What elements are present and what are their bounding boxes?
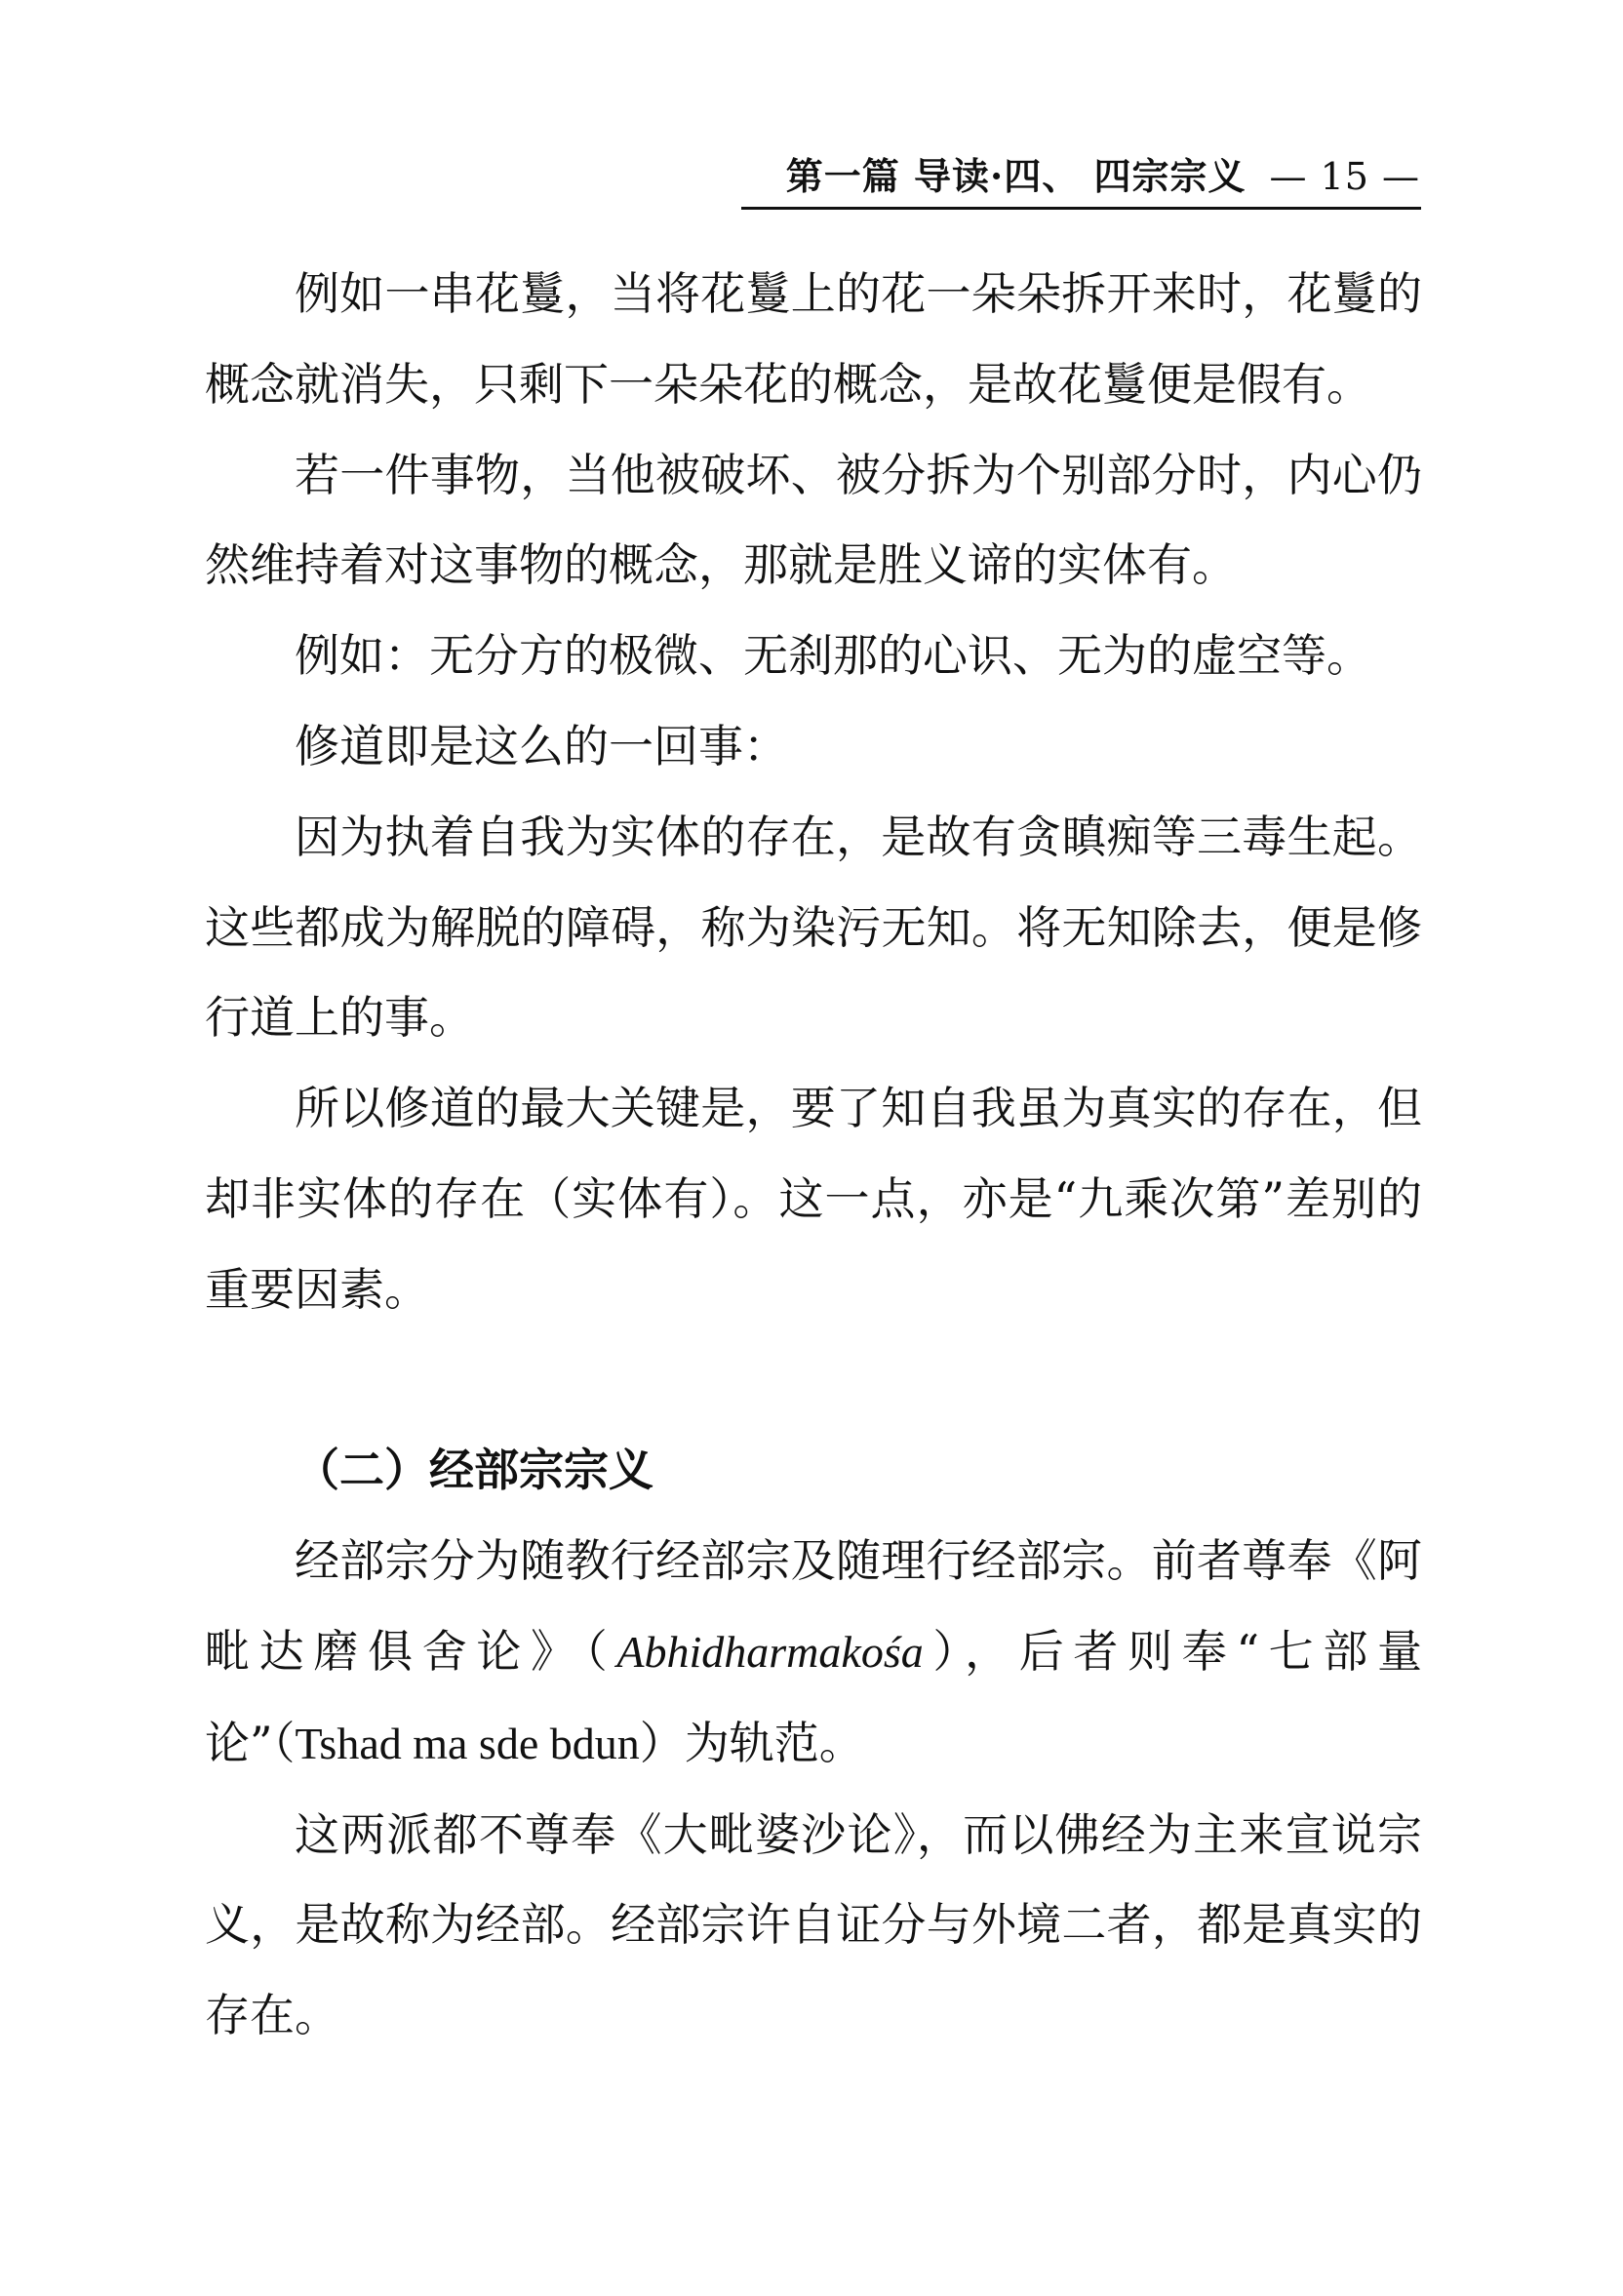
body-text (205, 249, 1422, 2061)
paragraph: 修道即是这么的一回事： (295, 719, 788, 772)
section-heading: （二）经部宗宗义 (295, 1444, 653, 1497)
text-run: 经部宗分为随教行经部宗及随理行经部宗。前者尊奉《阿毗达磨俱舍论》（ (205, 1534, 1422, 1678)
running-title: 第一篇 导读·四、 四宗宗义 (785, 154, 1247, 198)
tibetan-title: Tshad ma sde bdun (295, 1718, 640, 1768)
running-header (0, 154, 1420, 199)
page-number: — 15 — (1269, 155, 1420, 198)
text-run: ），后者则奉“七部量论”（ (205, 1624, 1422, 1769)
paragraph: 若一件事物，当他被破坏、被分拆为个别部分时，内心仍然维持着对这事物的概念，那就是胜义谛的实体有。 (205, 448, 1422, 592)
paragraph: 例如一串花鬘，当将花鬘上的花一朵朵拆开来时，花鬘的概念就消失，只剩下一朵朵花的概念，是故花鬘便是假有。 (205, 267, 1422, 411)
paragraph: 这两派都不尊奉《大毗婆沙论》，而以佛经为主来宣说宗义，是故称为经部。经部宗许自证分与外境二者，都是真实的存在。 (205, 1807, 1422, 2042)
sanskrit-title: Abhidharmakośa (616, 1626, 924, 1677)
paragraph: 因为执着自我为实体的存在，是故有贪瞋痴等三毒生起。这些都成为解脱的障碍，称为染污无知。将无知除去，便是修行道上的事。 (205, 810, 1422, 1045)
header-rule (741, 207, 1421, 210)
paragraph: 例如：无分方的极微、无刹那的心识、无为的虚空等。 (295, 629, 1371, 683)
paragraph: 所以修道的最大关键是，要了知自我虽为真实的存在，但却非实体的存在（实体有）。这一点，亦是“九乘次第”差别的重要因素。 (205, 1082, 1422, 1316)
section-spacer (205, 1335, 1422, 1426)
paragraph (205, 1516, 1422, 1789)
text-run: ）为轨范。 (639, 1716, 864, 1769)
